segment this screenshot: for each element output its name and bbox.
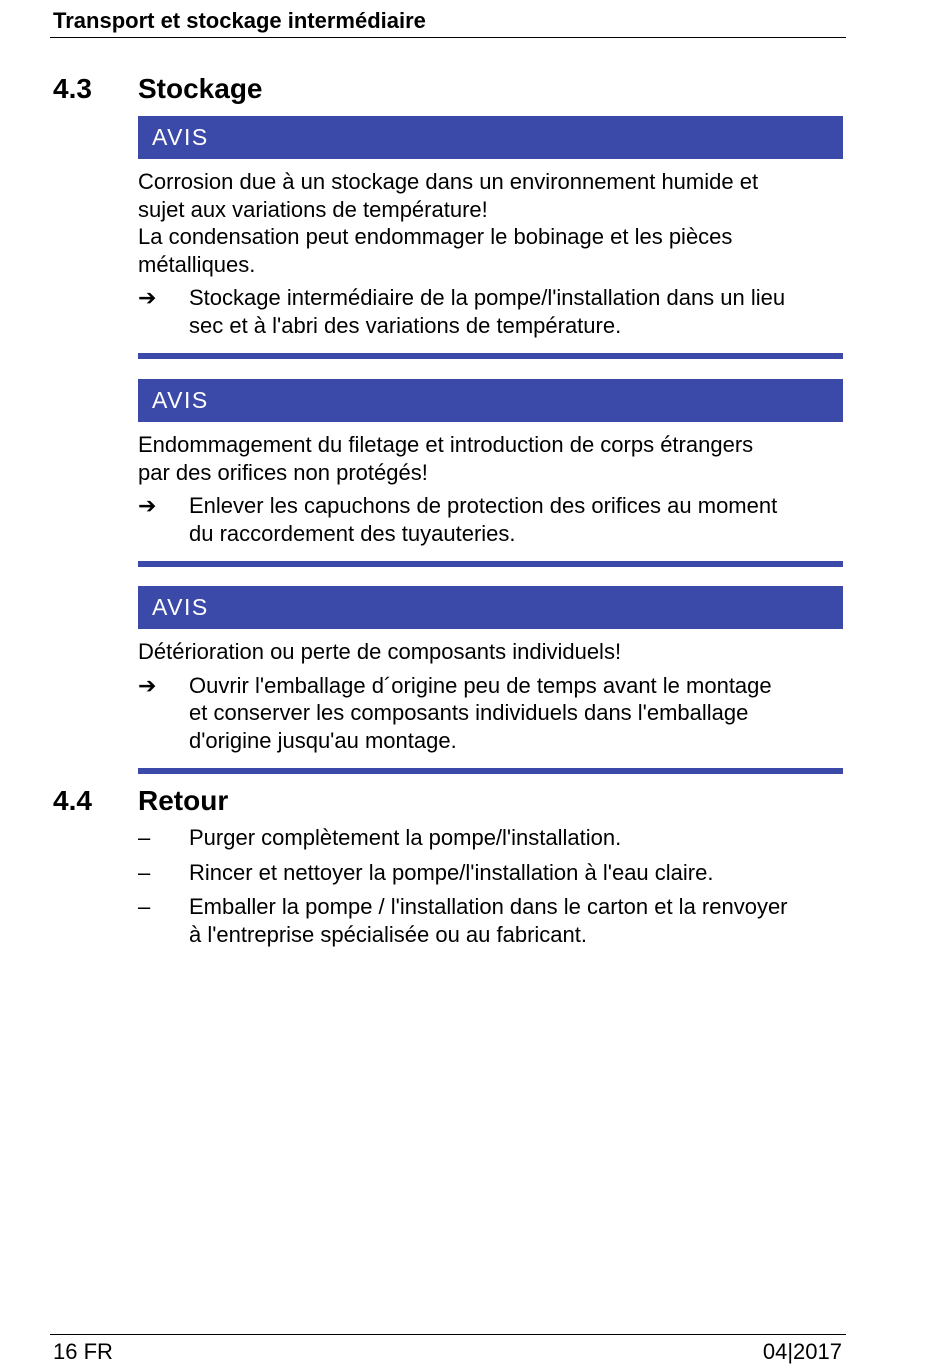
text-line: Rincer et nettoyer la pompe/l'installation à l'eau claire. xyxy=(189,859,714,885)
arrow-right-icon: ➔ xyxy=(138,672,157,698)
text-line: Emballer la pompe / l'installation dans le carton et la renvoyer xyxy=(189,894,788,919)
arrow-right-icon: ➔ xyxy=(138,285,157,310)
dash-bullet: – xyxy=(138,825,151,850)
list-item xyxy=(138,893,848,948)
text-line: Détérioration ou perte de composants individuels! xyxy=(138,639,622,664)
arrow-right-icon: ➔ xyxy=(138,493,157,518)
return-steps-list xyxy=(138,824,848,955)
notice-action xyxy=(138,284,843,339)
notice-label: AVIS xyxy=(138,379,843,422)
notice-box xyxy=(138,586,843,774)
text-line: sec et à l'abri des variations de température. xyxy=(189,312,622,338)
text-line: et conserver les composants individuels dans l'emballage xyxy=(189,700,749,725)
section-number: 4.4 xyxy=(53,785,92,816)
section-title: Retour xyxy=(138,785,229,816)
notice-box xyxy=(138,379,843,567)
section-title: Stockage xyxy=(138,73,263,104)
document-date: 04|2017 xyxy=(762,1339,842,1364)
text-line: d'origine jusqu'au montage. xyxy=(189,727,457,753)
notice-bottom-rule xyxy=(138,353,843,359)
list-item xyxy=(138,824,848,852)
header-divider xyxy=(50,37,846,38)
notice-bottom-rule xyxy=(138,768,843,774)
notice-action xyxy=(138,492,843,547)
text-line: Corrosion due à un stockage dans un environnement humide et xyxy=(138,169,759,194)
text-line: Endommagement du filetage et introduction de corps étrangers xyxy=(138,432,754,457)
notice-action xyxy=(138,672,843,755)
text-line: sujet aux variations de température! xyxy=(138,196,488,222)
notice-description xyxy=(138,629,843,666)
text-line: La condensation peut endommager le bobinage et les pièces xyxy=(138,224,733,249)
running-header: Transport et stockage intermédiaire xyxy=(53,8,426,33)
dash-bullet: – xyxy=(138,859,151,885)
notice-bottom-rule xyxy=(138,561,843,567)
text-line: Ouvrir l'emballage d´origine peu de temps avant le montage xyxy=(189,672,772,698)
text-line: Stockage intermédiaire de la pompe/l'installation dans un lieu xyxy=(189,285,786,310)
text-line: Purger complètement la pompe/l'installation. xyxy=(189,825,622,850)
section-number: 4.3 xyxy=(53,73,92,104)
text-line: du raccordement des tuyauteries. xyxy=(189,520,516,546)
text-line: à l'entreprise spécialisée ou au fabricant. xyxy=(189,921,587,947)
notice-label: AVIS xyxy=(138,116,843,159)
page-number: 16 FR xyxy=(53,1339,113,1364)
dash-bullet: – xyxy=(138,894,151,919)
notice-description xyxy=(138,159,843,278)
text-line: Enlever les capuchons de protection des orifices au moment xyxy=(189,493,778,518)
list-item xyxy=(138,859,848,887)
section-heading-retour xyxy=(53,784,228,818)
footer-divider xyxy=(50,1334,846,1335)
section-heading-stockage xyxy=(53,72,263,106)
text-line: par des orifices non protégés! xyxy=(138,459,428,485)
text-line: métalliques. xyxy=(138,251,256,277)
notice-label: AVIS xyxy=(138,586,843,629)
notice-box xyxy=(138,116,843,359)
notice-description xyxy=(138,422,843,486)
